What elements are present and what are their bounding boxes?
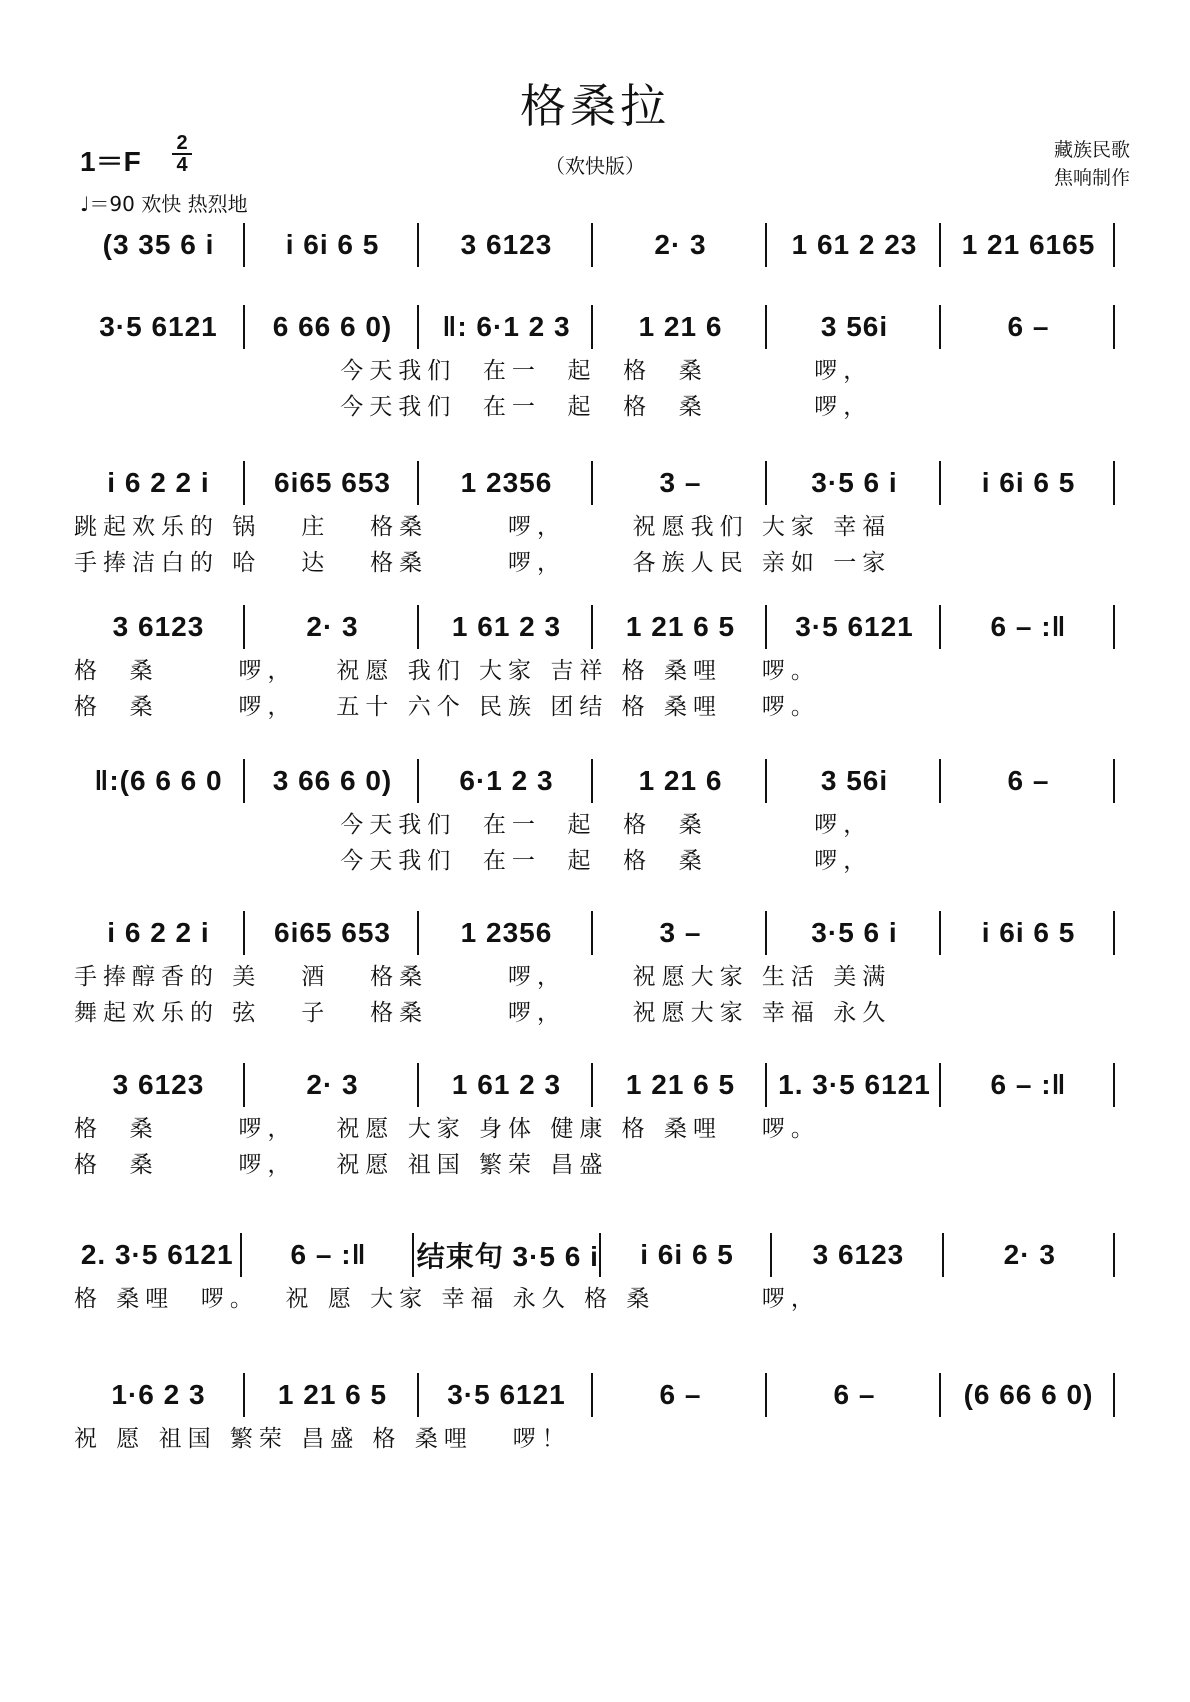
notation-line — [74, 1232, 1118, 1278]
measure: 6 – — [833, 1379, 876, 1410]
measure: 2. 3·5 6121 — [80, 1239, 234, 1270]
lyric-line — [74, 650, 1118, 686]
barline — [1113, 605, 1118, 649]
time-denominator: 4 — [176, 154, 188, 176]
measure: (3 35 6 i — [102, 229, 215, 260]
lyric-text: 格 桑 啰， 祝愿 我们 大家 吉祥 格 桑哩 啰。 — [74, 657, 820, 684]
score-system — [74, 460, 1118, 578]
measure: 3 6123 — [460, 229, 553, 260]
notation-line — [74, 1062, 1118, 1108]
notation-line — [74, 758, 1118, 804]
measure: 1·6 2 3 — [111, 1379, 206, 1410]
lyric-text: 手捧洁白的 哈 达 格桑 啰， 各族人民 亲如 一家 — [74, 549, 892, 576]
measure: 结束句 3·5 6 i — [416, 1241, 599, 1272]
lyric-line — [74, 840, 1118, 876]
lyric-line — [74, 1108, 1118, 1144]
score-system — [74, 1062, 1118, 1180]
measure: 2· 3 — [654, 229, 707, 260]
measure: 3·5 6 i — [811, 467, 898, 498]
barline — [1113, 305, 1118, 349]
measure: 3 – — [659, 917, 702, 948]
notation-line — [74, 304, 1118, 350]
lyric-line — [74, 1454, 1118, 1490]
measure: 1 21 6 5 — [277, 1379, 388, 1410]
measure: 1 21 6 — [638, 765, 723, 796]
lyric-line — [74, 386, 1118, 422]
measure: 2· 3 — [1003, 1239, 1056, 1270]
measure: 3 56i — [820, 311, 889, 342]
measure: 6i65 653 — [274, 917, 391, 948]
measure: ‖: 6·1 2 3 — [442, 311, 571, 342]
lyric-line — [74, 268, 1118, 304]
lyric-text: 今天我们 在一 起 格 桑 啰， — [74, 811, 873, 838]
measure: 1 61 2 23 — [791, 229, 918, 260]
measure: i 6 2 2 i — [107, 467, 210, 498]
measure: 3 6123 — [112, 1069, 205, 1100]
lyric-text: 格 桑 啰， 五十 六个 民族 团结 格 桑哩 啰。 — [74, 693, 820, 720]
measure: i 6 2 2 i — [107, 917, 210, 948]
measure: 6 – — [1007, 765, 1050, 796]
measure: 1 2356 — [460, 917, 553, 948]
score-system — [74, 1372, 1118, 1490]
time-signature — [172, 134, 192, 174]
lyric-text: 今天我们 在一 起 格 桑 啰， — [74, 393, 873, 420]
measure: i 6i 6 5 — [981, 467, 1076, 498]
measure: 3 6123 — [112, 611, 205, 642]
measure: i 6i 6 5 — [285, 229, 380, 260]
measure: 3·5 6121 — [795, 611, 914, 642]
measure: 3·5 6121 — [99, 311, 218, 342]
credits — [1054, 136, 1130, 192]
lyric-text: 今天我们 在一 起 格 桑 啰， — [74, 847, 873, 874]
measure: 1 2356 — [460, 467, 553, 498]
measure: (6 66 6 0) — [963, 1379, 1094, 1410]
lyric-line — [74, 686, 1118, 722]
score-system — [74, 758, 1118, 876]
measure: 6 – — [1007, 311, 1050, 342]
barline — [1113, 1063, 1118, 1107]
lyric-text: 今天我们 在一 起 格 桑 啰， — [74, 357, 873, 384]
measure: i 6i 6 5 — [640, 1239, 734, 1270]
score-system — [74, 304, 1118, 422]
measure: i 6i 6 5 — [981, 917, 1076, 948]
key-signature: 1＝F — [80, 146, 141, 177]
measure: 6·1 2 3 — [459, 765, 554, 796]
lyric-text: 格 桑 啰， 祝愿 大家 身体 健康 格 桑哩 啰。 — [74, 1115, 820, 1142]
measure: 1 21 6 — [638, 311, 723, 342]
measure: 6 – :‖ — [990, 611, 1067, 642]
barline — [1113, 1233, 1118, 1277]
lyric-text: 手捧醇香的 美 酒 格桑 啰， 祝愿大家 生活 美满 — [74, 963, 892, 990]
measure: 2· 3 — [306, 1069, 359, 1100]
barline — [1113, 1373, 1118, 1417]
lyric-text: 格 桑 啰， 祝愿 祖国 繁荣 昌盛 — [74, 1151, 609, 1178]
measure: ‖:(6 6 6 0 — [94, 765, 223, 796]
score-system — [74, 1232, 1118, 1350]
measure: 1 21 6 5 — [625, 611, 736, 642]
notation-line — [74, 910, 1118, 956]
notation-line — [74, 460, 1118, 506]
measure: 3 – — [659, 467, 702, 498]
measure: 6i65 653 — [274, 467, 391, 498]
notation-line — [74, 604, 1118, 650]
measure: 3 66 6 0) — [272, 765, 393, 796]
measure: 6 66 6 0) — [272, 311, 393, 342]
tempo-marking: ♩＝90 欢快 热烈地 — [80, 192, 248, 216]
lyric-line — [74, 350, 1118, 386]
credit-maker: 焦响制作 — [1053, 167, 1130, 189]
lyric-line — [74, 1418, 1118, 1454]
measure: 1 21 6 5 — [625, 1069, 736, 1100]
measure: 6 – — [659, 1379, 702, 1410]
measure: 3·5 6121 — [447, 1379, 566, 1410]
measure: 1 61 2 3 — [451, 1069, 562, 1100]
measure: 6 – :‖ — [290, 1239, 367, 1270]
measure: 1. 3·5 6121 — [778, 1069, 931, 1100]
lyric-line — [74, 1278, 1118, 1314]
lyric-text: 舞起欢乐的 弦 子 格桑 啰， 祝愿大家 幸福 永久 — [74, 999, 892, 1026]
measure: 1 21 6165 — [961, 229, 1096, 260]
time-numerator: 2 — [176, 132, 188, 154]
barline — [1113, 911, 1118, 955]
lyric-text: 格 桑哩 啰。 祝 愿 大家 幸福 永久 格 桑 啰， — [74, 1285, 820, 1312]
notation-line — [74, 1372, 1118, 1418]
measure: 6 – :‖ — [990, 1069, 1067, 1100]
lyric-line — [74, 804, 1118, 840]
measure: 1 61 2 3 — [451, 611, 562, 642]
barline — [1113, 223, 1118, 267]
measure: 2· 3 — [306, 611, 359, 642]
score-system — [74, 604, 1118, 722]
barline — [1113, 461, 1118, 505]
credit-origin: 藏族民歌 — [1053, 139, 1130, 161]
measure: 3·5 6 i — [811, 917, 898, 948]
lyric-line — [74, 1144, 1118, 1180]
lyric-text: 祝 愿 祖国 繁荣 昌盛 格 桑哩 啰！ — [74, 1425, 571, 1452]
measure: 3 56i — [820, 765, 889, 796]
measure: 3 6123 — [812, 1239, 905, 1270]
subtitle: （欢快版） — [545, 154, 645, 178]
lyric-line — [74, 542, 1118, 578]
notation-line — [74, 222, 1118, 268]
lyric-text: 跳起欢乐的 锅 庄 格桑 啰， 祝愿我们 大家 幸福 — [74, 513, 892, 540]
lyric-line — [74, 992, 1118, 1028]
page-title: 格桑拉 — [520, 79, 670, 133]
lyric-line — [74, 1314, 1118, 1350]
lyric-line — [74, 956, 1118, 992]
lyric-line — [74, 506, 1118, 542]
score-system — [74, 910, 1118, 1028]
barline — [1113, 759, 1118, 803]
